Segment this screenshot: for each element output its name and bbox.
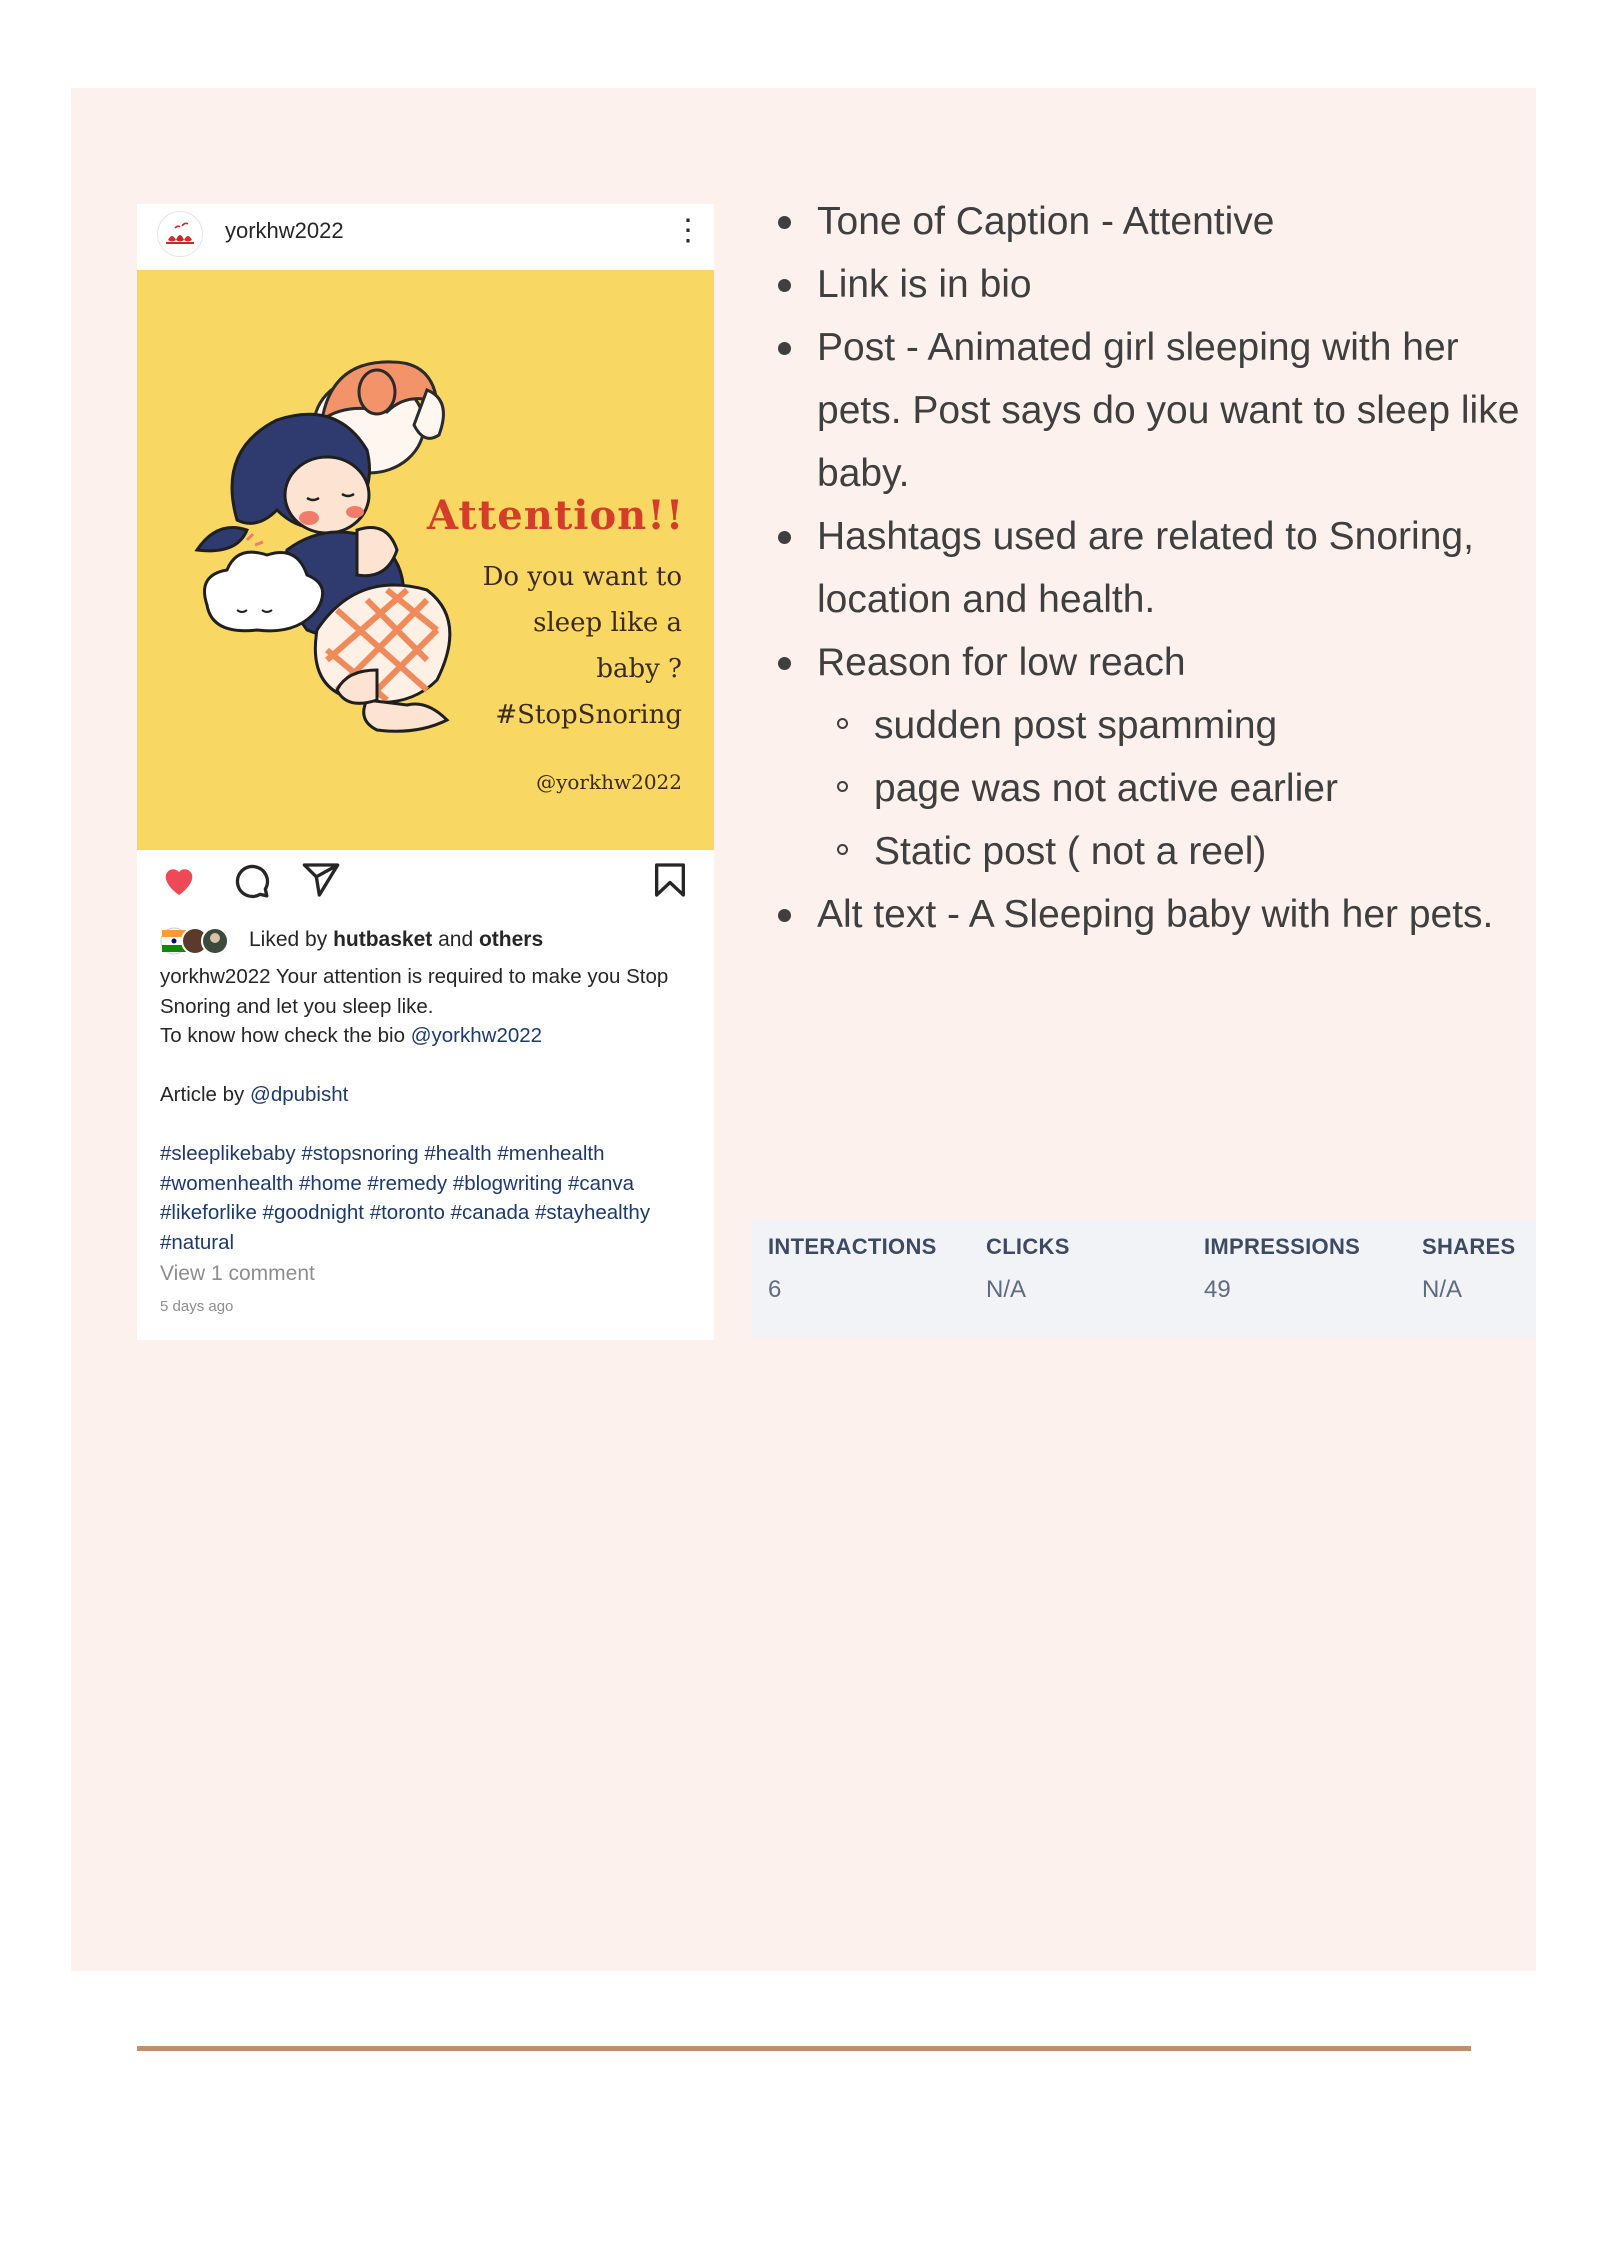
caption-text: Your attention is required to make you Stop Snoring and let you sleep like. (160, 965, 669, 1018)
liked-others-link[interactable]: others (478, 928, 544, 951)
lotus-logo-icon (158, 212, 202, 256)
stats-table (752, 1220, 1536, 1338)
caption-first (160, 962, 700, 1021)
post-timestamp: 5 days ago (160, 1298, 234, 1315)
post-actions (137, 860, 714, 912)
caption-article (160, 1080, 700, 1110)
share-icon[interactable] (301, 860, 341, 900)
sleeping-girl-illustration-icon (137, 270, 714, 850)
article-author-link[interactable]: @dpubisht (250, 1083, 349, 1106)
caption-second (160, 1021, 700, 1051)
stat-label: SHARES (1422, 1234, 1516, 1259)
reason-item: Static post ( not a reel) (817, 820, 1520, 883)
article-prefix: Article by (160, 1083, 245, 1106)
post-username[interactable]: yorkhw2022 (225, 218, 344, 243)
bullet-item-reasons (760, 631, 1520, 883)
liked-user-link[interactable]: hutbasket (333, 928, 433, 951)
image-line: baby ? (596, 654, 682, 684)
stat-label: IMPRESSIONS (1204, 1234, 1361, 1259)
liked-and: and (438, 928, 474, 951)
image-line: sleep like a (533, 608, 682, 638)
caption-line2: To know how check the bio (160, 1024, 405, 1047)
bookmark-icon[interactable] (650, 860, 690, 900)
stat-value: 6 (768, 1276, 782, 1303)
liked-avatars[interactable] (159, 926, 233, 956)
profile-avatar[interactable] (157, 211, 203, 257)
more-options-icon[interactable]: ⋮ (673, 214, 703, 247)
reasons-list (817, 694, 1520, 883)
reason-item: sudden post spamming (817, 694, 1520, 757)
liked-prefix: Liked by (249, 928, 328, 951)
post-header (137, 204, 714, 270)
stat-value: 49 (1204, 1276, 1231, 1303)
comment-icon[interactable] (231, 860, 271, 900)
bullet-item-alt-text: Alt text - A Sleeping baby with her pets. (760, 883, 1520, 946)
analysis-list (760, 190, 1520, 946)
image-hashtag: #StopSnoring (495, 700, 682, 730)
bullet-item: Link is in bio (760, 253, 1520, 316)
reasons-heading: Reason for low reach (817, 641, 1186, 684)
image-handle: @yorkhw2022 (536, 770, 682, 794)
instagram-post-card (137, 204, 714, 1340)
image-title: Attention!! (427, 492, 685, 539)
stat-value: N/A (986, 1276, 1027, 1303)
caption-spacer (160, 1110, 700, 1140)
likes-row (159, 922, 699, 958)
stat-label: INTERACTIONS (768, 1234, 937, 1259)
avatar-stack-icon (159, 926, 233, 956)
post-caption (160, 962, 700, 1257)
stat-label: CLICKS (986, 1234, 1070, 1259)
caption-bio-link[interactable]: @yorkhw2022 (410, 1024, 543, 1047)
bullet-item: Post - Animated girl sleeping with her pets. Post says do you want to sleep like baby. (760, 316, 1520, 505)
caption-hashtags[interactable]: #sleeplikebaby #stopsnoring #health #menhealth #womenhealth #home #remedy #blogwriting #canva #likeforlike #goodnight #toronto #canada #stayhealthy #natural (160, 1142, 651, 1254)
stat-value: N/A (1422, 1276, 1463, 1303)
post-image (137, 270, 714, 850)
caption-username[interactable]: yorkhw2022 (160, 965, 271, 988)
bullet-item: Hashtags used are related to Snoring, location and health. (760, 505, 1520, 631)
bullet-item: Tone of Caption - Attentive (760, 190, 1520, 253)
caption-spacer (160, 1051, 700, 1081)
footer-divider (137, 2046, 1471, 2051)
reason-item: page was not active earlier (817, 757, 1520, 820)
heart-icon[interactable] (159, 860, 199, 900)
image-line: Do you want to (482, 562, 682, 592)
liked-by-text (249, 926, 543, 954)
view-comments-link[interactable]: View 1 comment (160, 1262, 315, 1285)
